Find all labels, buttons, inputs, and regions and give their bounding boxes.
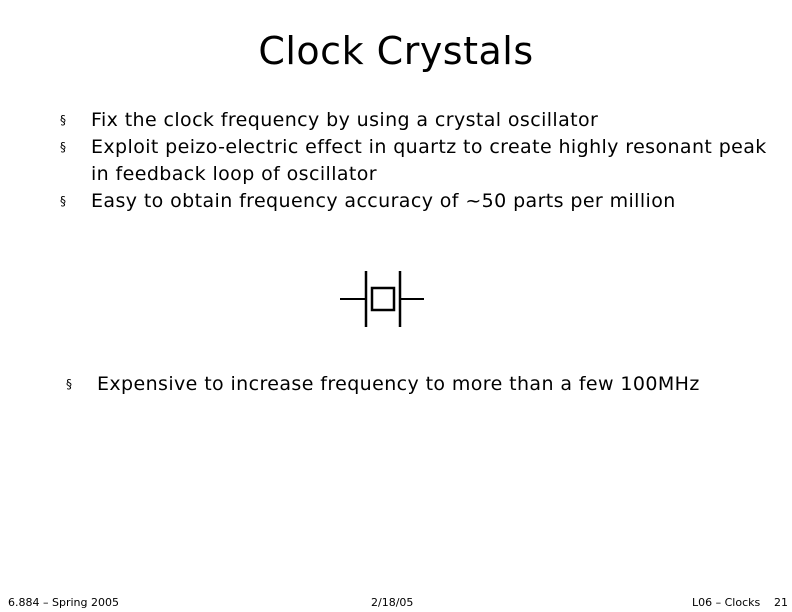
crystal-oscillator-symbol-icon bbox=[340, 268, 424, 330]
footer-page-number: 21 bbox=[774, 596, 788, 609]
bullet-list-bottom bbox=[66, 371, 786, 398]
footer-lecture: L06 – Clocks bbox=[692, 596, 761, 609]
bullet-marker: § bbox=[60, 140, 67, 154]
bullet-text: Easy to obtain frequency accuracy of ~50 parts per million bbox=[91, 190, 676, 212]
bullet-marker: § bbox=[66, 377, 73, 391]
bullet-text: Expensive to increase frequency to more than a few 100MHz bbox=[97, 373, 700, 395]
bullet-item bbox=[66, 371, 786, 398]
footer-course: 6.884 – Spring 2005 bbox=[8, 596, 119, 609]
bullet-marker: § bbox=[60, 113, 67, 127]
bullet-item bbox=[60, 107, 780, 134]
bullet-text: Exploit peizo-electric effect in quartz to create highly resonant peak in feedback loop of oscillator bbox=[91, 136, 767, 185]
bullet-list-top bbox=[60, 107, 780, 215]
footer-date: 2/18/05 bbox=[371, 596, 414, 609]
slide-title: Clock Crystals bbox=[258, 29, 534, 73]
bullet-item bbox=[60, 134, 780, 188]
bullet-text: Fix the clock frequency by using a crystal oscillator bbox=[91, 109, 599, 131]
bullet-marker: § bbox=[60, 194, 67, 208]
bullet-item bbox=[60, 188, 780, 215]
